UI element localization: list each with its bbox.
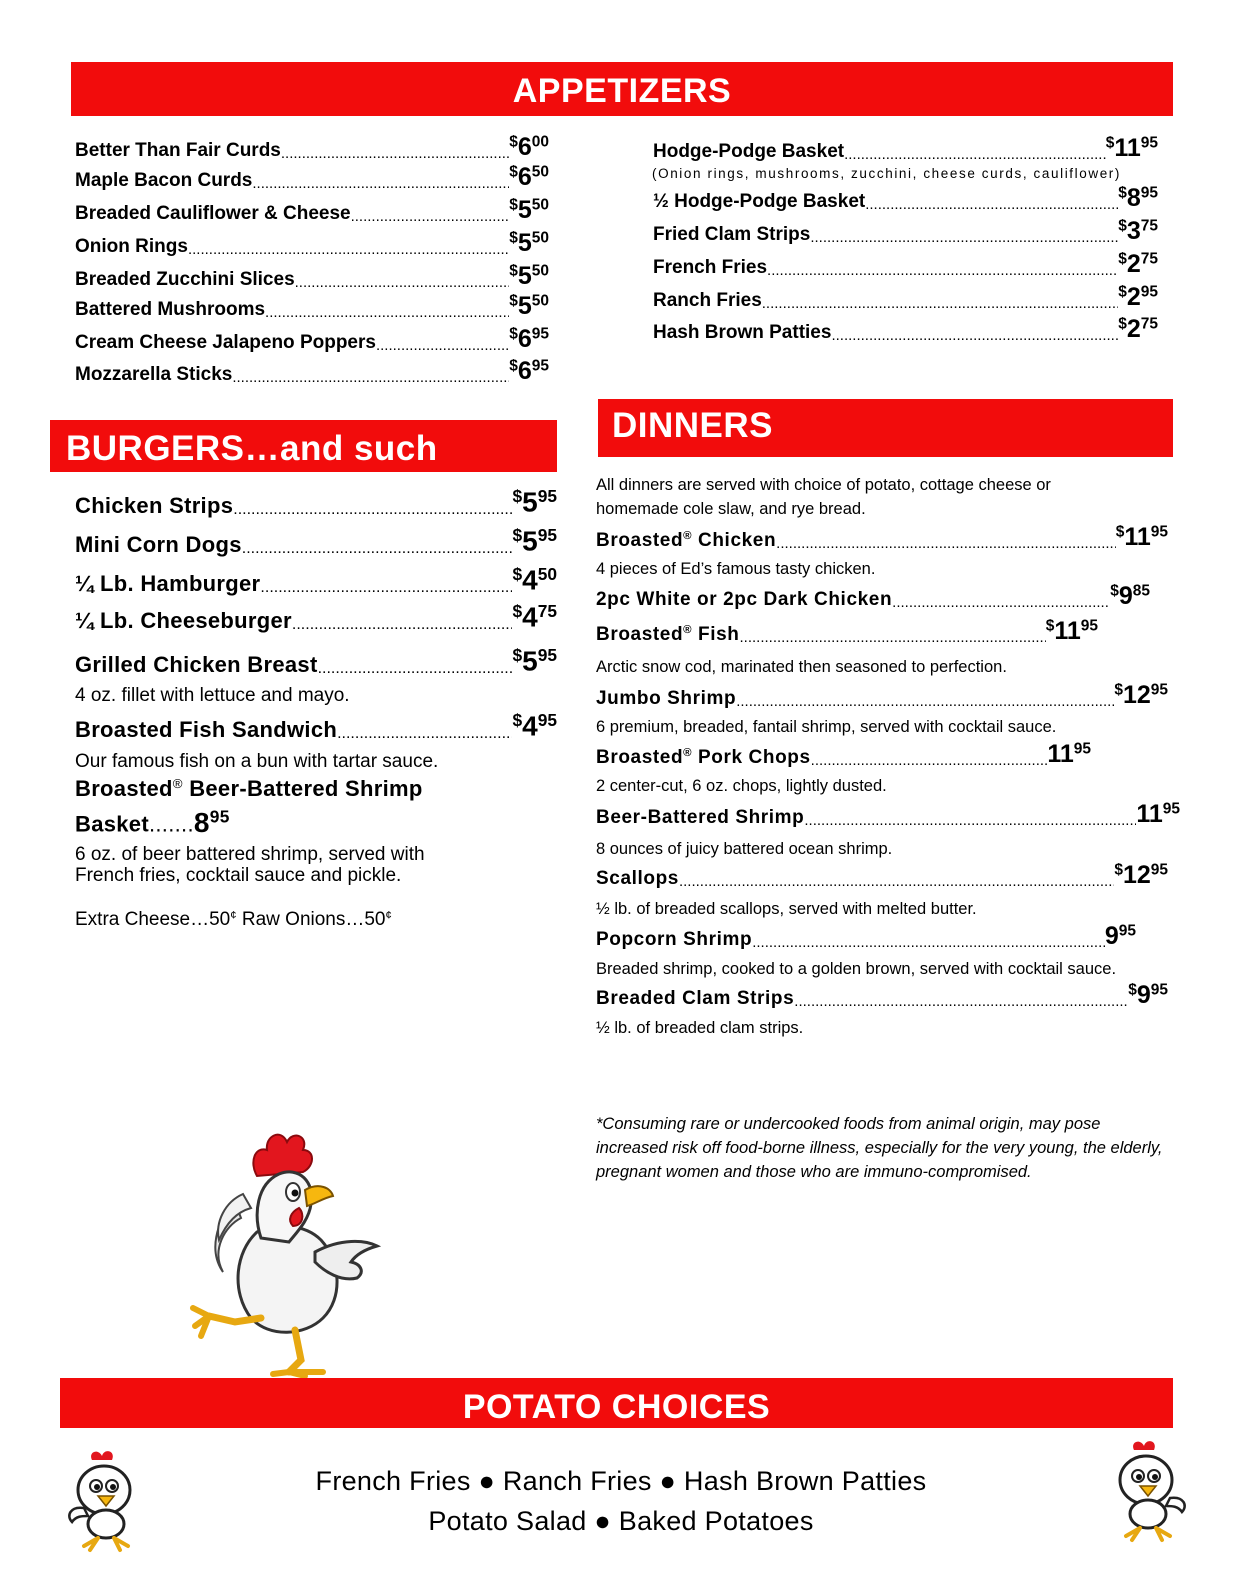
appetizer-item bbox=[75, 229, 549, 258]
leader-dots bbox=[318, 660, 513, 678]
price-dollars: 4 bbox=[522, 564, 538, 596]
price-dollars: 9 bbox=[1104, 922, 1119, 950]
appetizer-item bbox=[75, 163, 549, 192]
price-cents: 75 bbox=[537, 601, 557, 621]
dinner-item bbox=[596, 981, 1168, 1010]
price-cents: 95 bbox=[1150, 861, 1168, 879]
leader-dots bbox=[232, 369, 509, 386]
price-currency: $ bbox=[1045, 617, 1055, 635]
appetizer-item bbox=[653, 283, 1158, 312]
item-name: Onion Rings bbox=[75, 236, 188, 257]
leader-dots bbox=[233, 501, 512, 519]
dinner-desc: Breaded shrimp, cooked to a golden brown, served with cocktail sauce. bbox=[596, 960, 1117, 978]
price-dollars: 6 bbox=[517, 325, 532, 353]
appetizer-item bbox=[75, 262, 549, 291]
item-name: Fried Clam Strips bbox=[653, 224, 811, 245]
item-name: ¼ Lb. Cheeseburger bbox=[75, 607, 292, 633]
item-name: Breaded Cauliflower & Cheese bbox=[75, 203, 351, 224]
item-name: Scallops bbox=[596, 868, 679, 889]
price-cents: 75 bbox=[1140, 217, 1158, 235]
item-name: Battered Mushrooms bbox=[75, 299, 266, 320]
item-price bbox=[512, 486, 557, 519]
item-name: ½ Hodge-Podge Basket bbox=[653, 191, 866, 212]
dinners-intro-2: homemade cole slaw, and rye bread. bbox=[596, 500, 866, 518]
price-currency: $ bbox=[1114, 681, 1123, 699]
price-currency: $ bbox=[1118, 315, 1127, 333]
leader-dots bbox=[844, 146, 1106, 163]
price-dollars: 4 bbox=[522, 710, 538, 742]
burger-item bbox=[75, 710, 557, 743]
item-price bbox=[512, 645, 557, 678]
item-price bbox=[509, 196, 549, 225]
item-name: Broasted Fish Sandwich bbox=[75, 716, 338, 742]
dinner-item bbox=[596, 800, 1180, 829]
dinners-banner bbox=[598, 399, 1173, 457]
hodge-podge-note: (Onion rings, mushrooms, zucchini, cheese curds, cauliflower) bbox=[652, 166, 1121, 181]
item-name: Jumbo Shrimp bbox=[596, 688, 737, 709]
price-cents: 95 bbox=[537, 486, 557, 506]
burger-item bbox=[75, 564, 557, 597]
item-price bbox=[509, 133, 549, 162]
item-price bbox=[1047, 740, 1091, 769]
dinner-item bbox=[596, 582, 1150, 611]
price-cents: 95 bbox=[537, 525, 557, 545]
price-currency: $ bbox=[509, 325, 518, 343]
rooster-beak bbox=[305, 1186, 333, 1206]
dinner-desc: ½ lb. of breaded scallops, served with melted butter. bbox=[596, 900, 977, 918]
leader-dots bbox=[265, 304, 509, 321]
item-name: Beer-Battered Shrimp bbox=[596, 807, 805, 828]
burger-item bbox=[75, 601, 557, 634]
price-currency: $ bbox=[509, 229, 518, 247]
leader-dots bbox=[260, 579, 512, 597]
price-cents: 50 bbox=[531, 229, 549, 247]
price-currency: $ bbox=[1115, 523, 1125, 541]
price-cents: 50 bbox=[531, 292, 549, 310]
item-price bbox=[512, 710, 557, 743]
price-cents: 75 bbox=[1140, 315, 1158, 333]
appetizer-item bbox=[653, 184, 1158, 213]
shrimp-basket-desc-1: 6 oz. of beer battered shrimp, served with bbox=[75, 844, 425, 865]
price-currency: $ bbox=[1118, 217, 1127, 235]
item-name: Broasted® Chicken bbox=[596, 530, 777, 551]
item-name: Maple Bacon Curds bbox=[75, 170, 253, 191]
price-cents: 95 bbox=[1118, 922, 1136, 940]
item-name: Ranch Fries bbox=[653, 290, 762, 311]
price-dollars: 5 bbox=[522, 645, 538, 677]
appetizer-item bbox=[75, 325, 549, 354]
price-currency: $ bbox=[512, 645, 523, 665]
item-price bbox=[1118, 315, 1158, 344]
item-name: Popcorn Shrimp bbox=[596, 929, 753, 950]
leader-dots bbox=[865, 196, 1118, 213]
price-cents: 95 bbox=[1073, 740, 1091, 758]
price-dollars: 6 bbox=[517, 357, 532, 385]
price-currency: $ bbox=[1114, 861, 1123, 879]
price-currency: $ bbox=[512, 710, 523, 730]
item-price bbox=[1118, 217, 1158, 246]
price-currency: $ bbox=[509, 163, 518, 181]
dinner-item bbox=[596, 922, 1136, 951]
price-currency: $ bbox=[509, 133, 518, 151]
item-name: ¼ Lb. Hamburger bbox=[75, 570, 261, 596]
price-cents: 75 bbox=[1140, 250, 1158, 268]
burgers-banner bbox=[50, 420, 557, 472]
price-dollars: 5 bbox=[517, 229, 532, 257]
price-dollars: 9 bbox=[1136, 981, 1151, 1009]
price-currency: $ bbox=[512, 525, 523, 545]
item-price bbox=[512, 564, 557, 597]
food-safety-notice: *Consuming rare or undercooked foods from animal origin, may pose increased risk off food-borne illness, especially for the very young, the elderly, pregnant women and those who are immuno-compromised. bbox=[596, 1115, 1163, 1181]
dinners-intro-1: All dinners are served with choice of potato, cottage cheese or bbox=[596, 476, 1051, 494]
price-cents: 50 bbox=[531, 163, 549, 181]
item-price bbox=[1136, 800, 1180, 829]
item-price bbox=[1116, 523, 1168, 552]
price-currency: $ bbox=[1128, 981, 1137, 999]
leader-dots bbox=[242, 540, 513, 558]
potato-title: POTATO CHOICES bbox=[462, 1388, 771, 1426]
price-dollars: 11 bbox=[1114, 134, 1141, 162]
price-cents: 50 bbox=[531, 196, 549, 214]
item-name: Breaded Zucchini Slices bbox=[75, 269, 295, 290]
price-cents: 95 bbox=[1080, 617, 1098, 635]
item-price bbox=[509, 292, 549, 321]
item-price bbox=[1118, 184, 1158, 213]
item-price bbox=[1114, 861, 1168, 890]
appetizer-item bbox=[653, 134, 1158, 163]
price-dollars: 9 bbox=[1118, 582, 1133, 610]
price-dollars: 3 bbox=[1126, 217, 1141, 245]
price-dollars: 6 bbox=[517, 163, 532, 191]
price-cents: 85 bbox=[1132, 582, 1150, 600]
price-cents: 95 bbox=[537, 710, 557, 730]
item-name: Breaded Clam Strips bbox=[596, 988, 795, 1009]
dinner-desc: ½ lb. of breaded clam strips. bbox=[596, 1019, 804, 1037]
price-dollars: 11 bbox=[1136, 800, 1163, 828]
leader-dots bbox=[281, 145, 509, 162]
price-dollars: 12 bbox=[1122, 681, 1151, 709]
price-cents: 95 bbox=[1140, 134, 1158, 152]
shrimp-basket-desc-2: French fries, cocktail sauce and pickle. bbox=[75, 865, 402, 886]
item-price bbox=[512, 525, 557, 558]
price-cents: 95 bbox=[1150, 681, 1168, 699]
leader-dots bbox=[252, 175, 509, 192]
price-dollars: 11 bbox=[1054, 617, 1081, 645]
item-price bbox=[1110, 582, 1150, 611]
price-dollars: 5 bbox=[522, 525, 538, 557]
dinner-desc: 6 premium, breaded, fantail shrimp, served with cocktail sauce. bbox=[596, 718, 1057, 736]
price-currency: $ bbox=[509, 292, 518, 310]
price-cents: 50 bbox=[537, 564, 557, 584]
price-cents: 95 bbox=[531, 357, 549, 375]
potato-choices-line-2: Potato Salad ● Baked Potatoes bbox=[428, 1506, 814, 1536]
leader-dots bbox=[810, 229, 1118, 246]
price-dollars: 2 bbox=[1126, 315, 1141, 343]
item-price bbox=[1105, 922, 1136, 951]
price-currency: $ bbox=[1118, 184, 1127, 202]
item-name: Cream Cheese Jalapeno Poppers bbox=[75, 332, 376, 353]
burger-desc: 4 oz. fillet with lettuce and mayo. bbox=[75, 685, 350, 706]
price-dollars: 5 bbox=[522, 486, 538, 518]
appetizers-banner bbox=[71, 62, 1173, 116]
item-price bbox=[1106, 134, 1158, 163]
price-dollars: 11 bbox=[1124, 523, 1151, 551]
item-price bbox=[509, 325, 549, 354]
item-name: Broasted® Fish bbox=[596, 624, 740, 645]
burger-item bbox=[75, 486, 557, 519]
leader-dots bbox=[831, 327, 1118, 344]
price-cents: 95 bbox=[1150, 523, 1168, 541]
item-name: Mini Corn Dogs bbox=[75, 531, 242, 557]
shrimp-basket-line2: Basket.......8$^{95}$ bbox=[75, 806, 230, 838]
appetizer-item bbox=[75, 133, 549, 162]
price-dollars: 4 bbox=[522, 601, 538, 633]
rooster-comb bbox=[253, 1135, 312, 1176]
item-price bbox=[509, 163, 549, 192]
leader-dots bbox=[188, 241, 509, 258]
item-price bbox=[512, 601, 557, 634]
leader-dots bbox=[740, 629, 1046, 646]
leader-dots bbox=[295, 274, 510, 291]
leader-dots bbox=[376, 337, 509, 354]
price-currency: $ bbox=[509, 357, 518, 375]
dinner-desc: 4 pieces of Ed’s famous tasty chicken. bbox=[596, 560, 876, 578]
item-price bbox=[509, 229, 549, 258]
item-name: Chicken Strips bbox=[75, 492, 234, 518]
price-currency: $ bbox=[509, 262, 518, 280]
shrimp-basket-price: $8^{95}$ bbox=[193, 806, 230, 838]
item-name: Better Than Fair Curds bbox=[75, 140, 281, 161]
price-cents: 50 bbox=[531, 262, 549, 280]
leader-dots bbox=[794, 993, 1128, 1010]
item-price bbox=[1118, 250, 1158, 279]
leader-dots bbox=[892, 594, 1110, 611]
price-cents: 95 bbox=[1140, 283, 1158, 301]
leader-dots bbox=[804, 812, 1136, 829]
extras-line: Extra Cheese…50¢ Raw Onions…50¢ bbox=[75, 909, 392, 930]
item-price bbox=[1118, 283, 1158, 312]
appetizer-item bbox=[653, 315, 1158, 344]
price-dollars: 2 bbox=[1126, 250, 1141, 278]
item-price bbox=[1046, 617, 1098, 646]
item-name: Hash Brown Patties bbox=[653, 322, 832, 343]
item-price bbox=[509, 357, 549, 386]
price-cents: 95 bbox=[1140, 184, 1158, 202]
leader-dots bbox=[752, 934, 1105, 951]
chick-mascot-right bbox=[1100, 1440, 1196, 1544]
price-currency: $ bbox=[1110, 582, 1119, 600]
dinner-desc: 8 ounces of juicy battered ocean shrimp. bbox=[596, 840, 893, 858]
potato-banner bbox=[60, 1378, 1173, 1428]
price-currency: $ bbox=[509, 196, 518, 214]
price-cents: 95 bbox=[1150, 981, 1168, 999]
price-dollars: 2 bbox=[1126, 283, 1141, 311]
item-price bbox=[1114, 681, 1168, 710]
price-cents: 95 bbox=[531, 325, 549, 343]
item-price bbox=[509, 262, 549, 291]
leader-dots bbox=[811, 752, 1048, 769]
price-dollars: 5 bbox=[517, 196, 532, 224]
price-currency: $ bbox=[512, 601, 523, 621]
chick-mascot-left bbox=[58, 1450, 154, 1554]
price-dollars: 6 bbox=[517, 133, 532, 161]
item-name: 2pc White or 2pc Dark Chicken bbox=[596, 589, 893, 610]
dinner-desc: 2 center-cut, 6 oz. chops, lightly dusted. bbox=[596, 777, 887, 795]
burgers-title: BURGERS…and such bbox=[66, 429, 438, 468]
price-currency: $ bbox=[512, 564, 523, 584]
price-cents: 95 bbox=[537, 645, 557, 665]
burger-desc: Our famous fish on a bun with tartar sauce. bbox=[75, 751, 439, 772]
price-currency: $ bbox=[1118, 283, 1127, 301]
price-cents: 00 bbox=[531, 133, 549, 151]
dinner-item bbox=[596, 617, 1098, 646]
appetizer-item bbox=[653, 250, 1158, 279]
price-dollars: 12 bbox=[1122, 861, 1151, 889]
price-dollars: 5 bbox=[517, 292, 532, 320]
leader-dots bbox=[679, 873, 1114, 890]
leader-dots bbox=[292, 616, 513, 634]
item-name: Hodge-Podge Basket bbox=[653, 141, 845, 162]
price-dollars: 5 bbox=[517, 262, 532, 290]
price-dollars: 11 bbox=[1047, 740, 1074, 768]
dinner-desc: Arctic snow cod, marinated then seasoned to perfection. bbox=[596, 658, 1007, 676]
price-cents: 95 bbox=[1162, 800, 1180, 818]
appetizer-item bbox=[653, 217, 1158, 246]
appetizer-item bbox=[75, 196, 549, 225]
burger-item bbox=[75, 645, 557, 678]
dinner-item bbox=[596, 861, 1168, 890]
appetizer-item bbox=[75, 357, 549, 386]
appetizer-item bbox=[75, 292, 549, 321]
dinners-title: DINNERS bbox=[612, 406, 774, 445]
shrimp-basket-title: Broasted® Beer-Battered Shrimp bbox=[75, 776, 423, 801]
dinner-item bbox=[596, 681, 1168, 710]
appetizers-title: APPETIZERS bbox=[512, 72, 732, 110]
leader-dots bbox=[767, 262, 1118, 279]
leader-dots bbox=[351, 208, 510, 225]
price-currency: $ bbox=[1105, 134, 1115, 152]
item-price bbox=[1128, 981, 1168, 1010]
item-name: Grilled Chicken Breast bbox=[75, 651, 318, 677]
dinner-item bbox=[596, 523, 1168, 552]
leader-dots bbox=[337, 725, 512, 743]
price-currency: $ bbox=[1118, 250, 1127, 268]
price-currency: $ bbox=[512, 486, 523, 506]
leader-dots bbox=[736, 693, 1114, 710]
burger-item bbox=[75, 525, 557, 558]
rooster-illustration bbox=[165, 1122, 395, 1382]
leader-dots bbox=[762, 295, 1118, 312]
potato-choices-line-1: French Fries ● Ranch Fries ● Hash Brown Patties bbox=[315, 1466, 927, 1496]
dinner-item bbox=[596, 740, 1091, 769]
item-name: Broasted® Pork Chops bbox=[596, 747, 811, 768]
leader-dots bbox=[776, 535, 1116, 552]
price-dollars: 8 bbox=[1126, 184, 1141, 212]
item-name: French Fries bbox=[653, 257, 768, 278]
item-name: Mozzarella Sticks bbox=[75, 364, 233, 385]
